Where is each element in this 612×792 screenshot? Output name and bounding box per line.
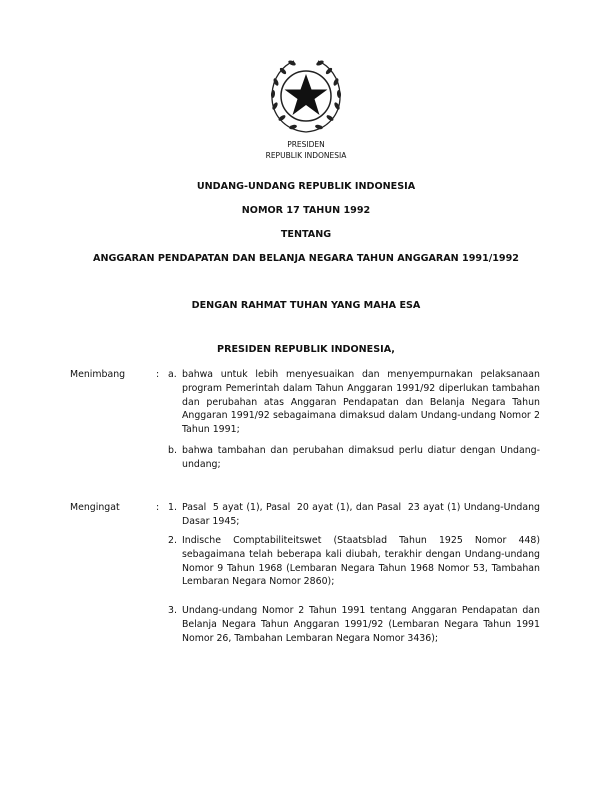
mengingat-item-2: Indische Comptabiliteitswet (Staatsblad Tahun 1925 Nomor 448) sebagaimana telah beberapa kali diubah, terakhir dengan Undang-undang Nomor 9 Tahun 1968 (Lembaran Negara Tahun 1968 Nomor 53, Tambahan Lembaran Negara Nomor 2860); <box>182 535 540 588</box>
menimbang-item-a: bahwa untuk lebih menyesuaikan dan menyempurnakan pelaksanaan program Pemerintah dalam Tahun Anggaran 1991/92 diperlukan tambahan dan perubahan atas Anggaran Pendapatan dan Belanja Negara Tahun Anggaran 1991/92 sebagaimana dimaksud dalam Undang-undang Nomor 2 Tahun 1991; <box>182 369 540 436</box>
emblem-caption-republik: REPUBLIK INDONESIA <box>265 151 347 160</box>
title-line-1: UNDANG-UNDANG REPUBLIK INDONESIA <box>196 181 416 192</box>
item-marker: a. <box>168 369 177 380</box>
presidential-emblem <box>266 56 346 136</box>
menimbang-label: Menimbang <box>70 369 126 380</box>
menimbang-item-b: bahwa tambahan dan perubahan dimaksud perlu diatur dengan Undang-undang; <box>182 445 540 470</box>
menimbang-colon: : <box>156 369 160 380</box>
mengingat-label: Mengingat <box>70 502 120 513</box>
item-marker: 1. <box>168 502 177 513</box>
title-line-2: NOMOR 17 TAHUN 1992 <box>241 205 371 216</box>
mengingat-colon: : <box>156 502 160 513</box>
emblem-caption-presiden: PRESIDEN <box>287 140 325 149</box>
item-marker: b. <box>168 445 177 456</box>
star-wreath-icon <box>266 56 346 136</box>
invocation: DENGAN RAHMAT TUHAN YANG MAHA ESA <box>191 300 421 311</box>
mengingat-item-3: Undang-undang Nomor 2 Tahun 1991 tentang Anggaran Pendapatan dan Belanja Negara Tahun Anggaran 1991/92 (Lembaran Negara Tahun 1991 Nomor 26, Tambahan Lembaran Negara Nomor 3436); <box>182 605 540 644</box>
title-line-4: ANGGARAN PENDAPATAN DAN BELANJA NEGARA TAHUN ANGGARAN 1991/1992 <box>93 253 519 264</box>
president-heading: PRESIDEN REPUBLIK INDONESIA, <box>217 344 395 355</box>
title-line-3: TENTANG <box>280 229 332 240</box>
item-marker: 3. <box>168 605 177 616</box>
item-marker: 2. <box>168 535 177 546</box>
mengingat-item-1: Pasal 5 ayat (1), Pasal 20 ayat (1), dan Pasal 23 ayat (1) Undang-Undang Dasar 1945; <box>182 502 543 527</box>
